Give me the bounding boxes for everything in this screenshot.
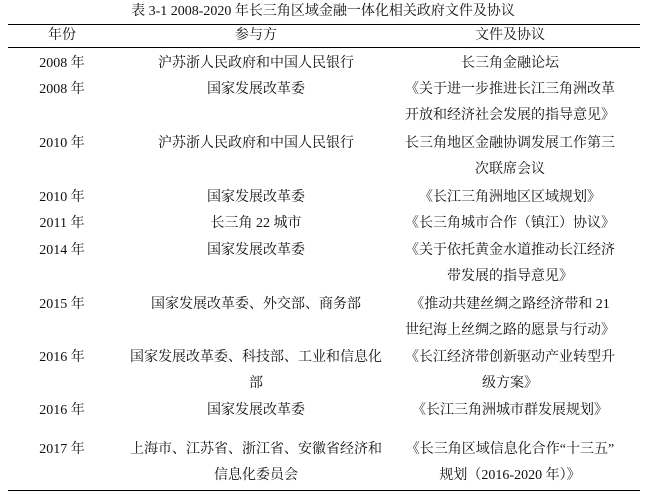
document-cell [396,130,640,184]
participants-cell [116,211,396,237]
year-cell [8,398,116,430]
year-text: 2010 年 [39,135,85,151]
year-cell [8,77,116,130]
year-text: 2008 年 [39,55,85,71]
participants-cell [116,77,396,130]
document-line: 规划（2016-2020 年）》 [439,467,581,483]
year-text: 2011 年 [39,215,85,231]
document-line: 《长三角区域信息化合作“十三五” [405,441,615,457]
participants-line: 信息化委员会 [214,467,298,483]
participants-line: 部 [249,375,263,391]
document-cell [396,430,640,490]
participants-cell [116,237,396,291]
document-line: 开放和经济社会发展的指导意见》 [405,107,615,123]
document-line: 《关于进一步推进长江三角洲改革 [405,81,615,97]
participants-line: 国家发展改革委、科技部、工业和信息化 [130,349,382,365]
document-cell [396,48,640,77]
participants-line: 国家发展改革委 [207,402,305,418]
table-row [8,237,640,291]
participants-line: 国家发展改革委 [207,189,305,205]
participants-cell [116,48,396,77]
year-cell [8,237,116,291]
document-line: 次联席会议 [475,161,545,177]
document-cell [396,77,640,130]
header-year: 年份 [48,28,76,43]
header-document: 文件及协议 [475,28,545,43]
year-cell [8,130,116,184]
year-cell [8,291,116,344]
year-text: 2010 年 [39,189,85,205]
participants-line: 国家发展改革委 [207,81,305,97]
table-caption: 表 3-1 2008-2020 年长三角区域金融一体化相关政府文件及协议 [131,4,515,19]
document-line: 《长江经济带创新驱动产业转型升 [405,349,615,365]
document-cell [396,291,640,344]
participants-line: 沪苏浙人民政府和中国人民银行 [158,55,354,71]
document-line: 带发展的指导意见》 [447,268,573,284]
document-line: 级方案》 [482,375,538,391]
document-line: 《长江三角洲城市群发展规划》 [412,402,608,418]
table-row [8,211,640,237]
table-header-row [8,25,640,48]
document-line: 《长三角城市合作（镇江）协议》 [405,215,615,231]
participants-line: 国家发展改革委 [207,242,305,258]
header-participants: 参与方 [235,28,277,43]
document-line: 长三角金融论坛 [461,55,559,71]
participants-cell [116,291,396,344]
table-row [8,77,640,130]
table-row [8,48,640,77]
participants-cell [116,398,396,430]
year-cell [8,184,116,211]
year-text: 2016 年 [39,349,85,365]
documents-table [8,24,640,491]
document-line: 《长江三角洲地区区域规划》 [419,189,601,205]
participants-line: 上海市、江苏省、浙江省、安徽省经济和 [130,441,382,457]
year-text: 2016 年 [39,402,85,418]
year-text: 2017 年 [39,441,85,457]
table-row [8,184,640,211]
document-cell [396,344,640,398]
document-cell [396,184,640,211]
year-cell [8,211,116,237]
year-text: 2014 年 [39,242,85,258]
table-row [8,398,640,430]
participants-cell [116,430,396,490]
year-text: 2015 年 [39,296,85,312]
participants-line: 沪苏浙人民政府和中国人民银行 [158,135,354,151]
participants-cell [116,344,396,398]
table-row [8,291,640,344]
document-cell [396,237,640,291]
table-row [8,344,640,398]
year-cell [8,344,116,398]
table-row [8,130,640,184]
document-line: 长三角地区金融协调发展工作第三 [405,135,615,151]
document-cell [396,211,640,237]
participants-line: 国家发展改革委、外交部、商务部 [151,296,361,312]
document-line: 《推动共建丝绸之路经济带和 21 [410,296,610,312]
document-line: 《关于依托黄金水道推动长江经济 [405,242,615,258]
year-cell [8,430,116,490]
year-text: 2008 年 [39,81,85,97]
participants-line: 长三角 22 城市 [210,215,302,231]
table-row [8,430,640,490]
document-cell [396,398,640,430]
document-line: 世纪海上丝绸之路的愿景与行动》 [405,322,615,338]
year-cell [8,48,116,77]
participants-cell [116,130,396,184]
participants-cell [116,184,396,211]
